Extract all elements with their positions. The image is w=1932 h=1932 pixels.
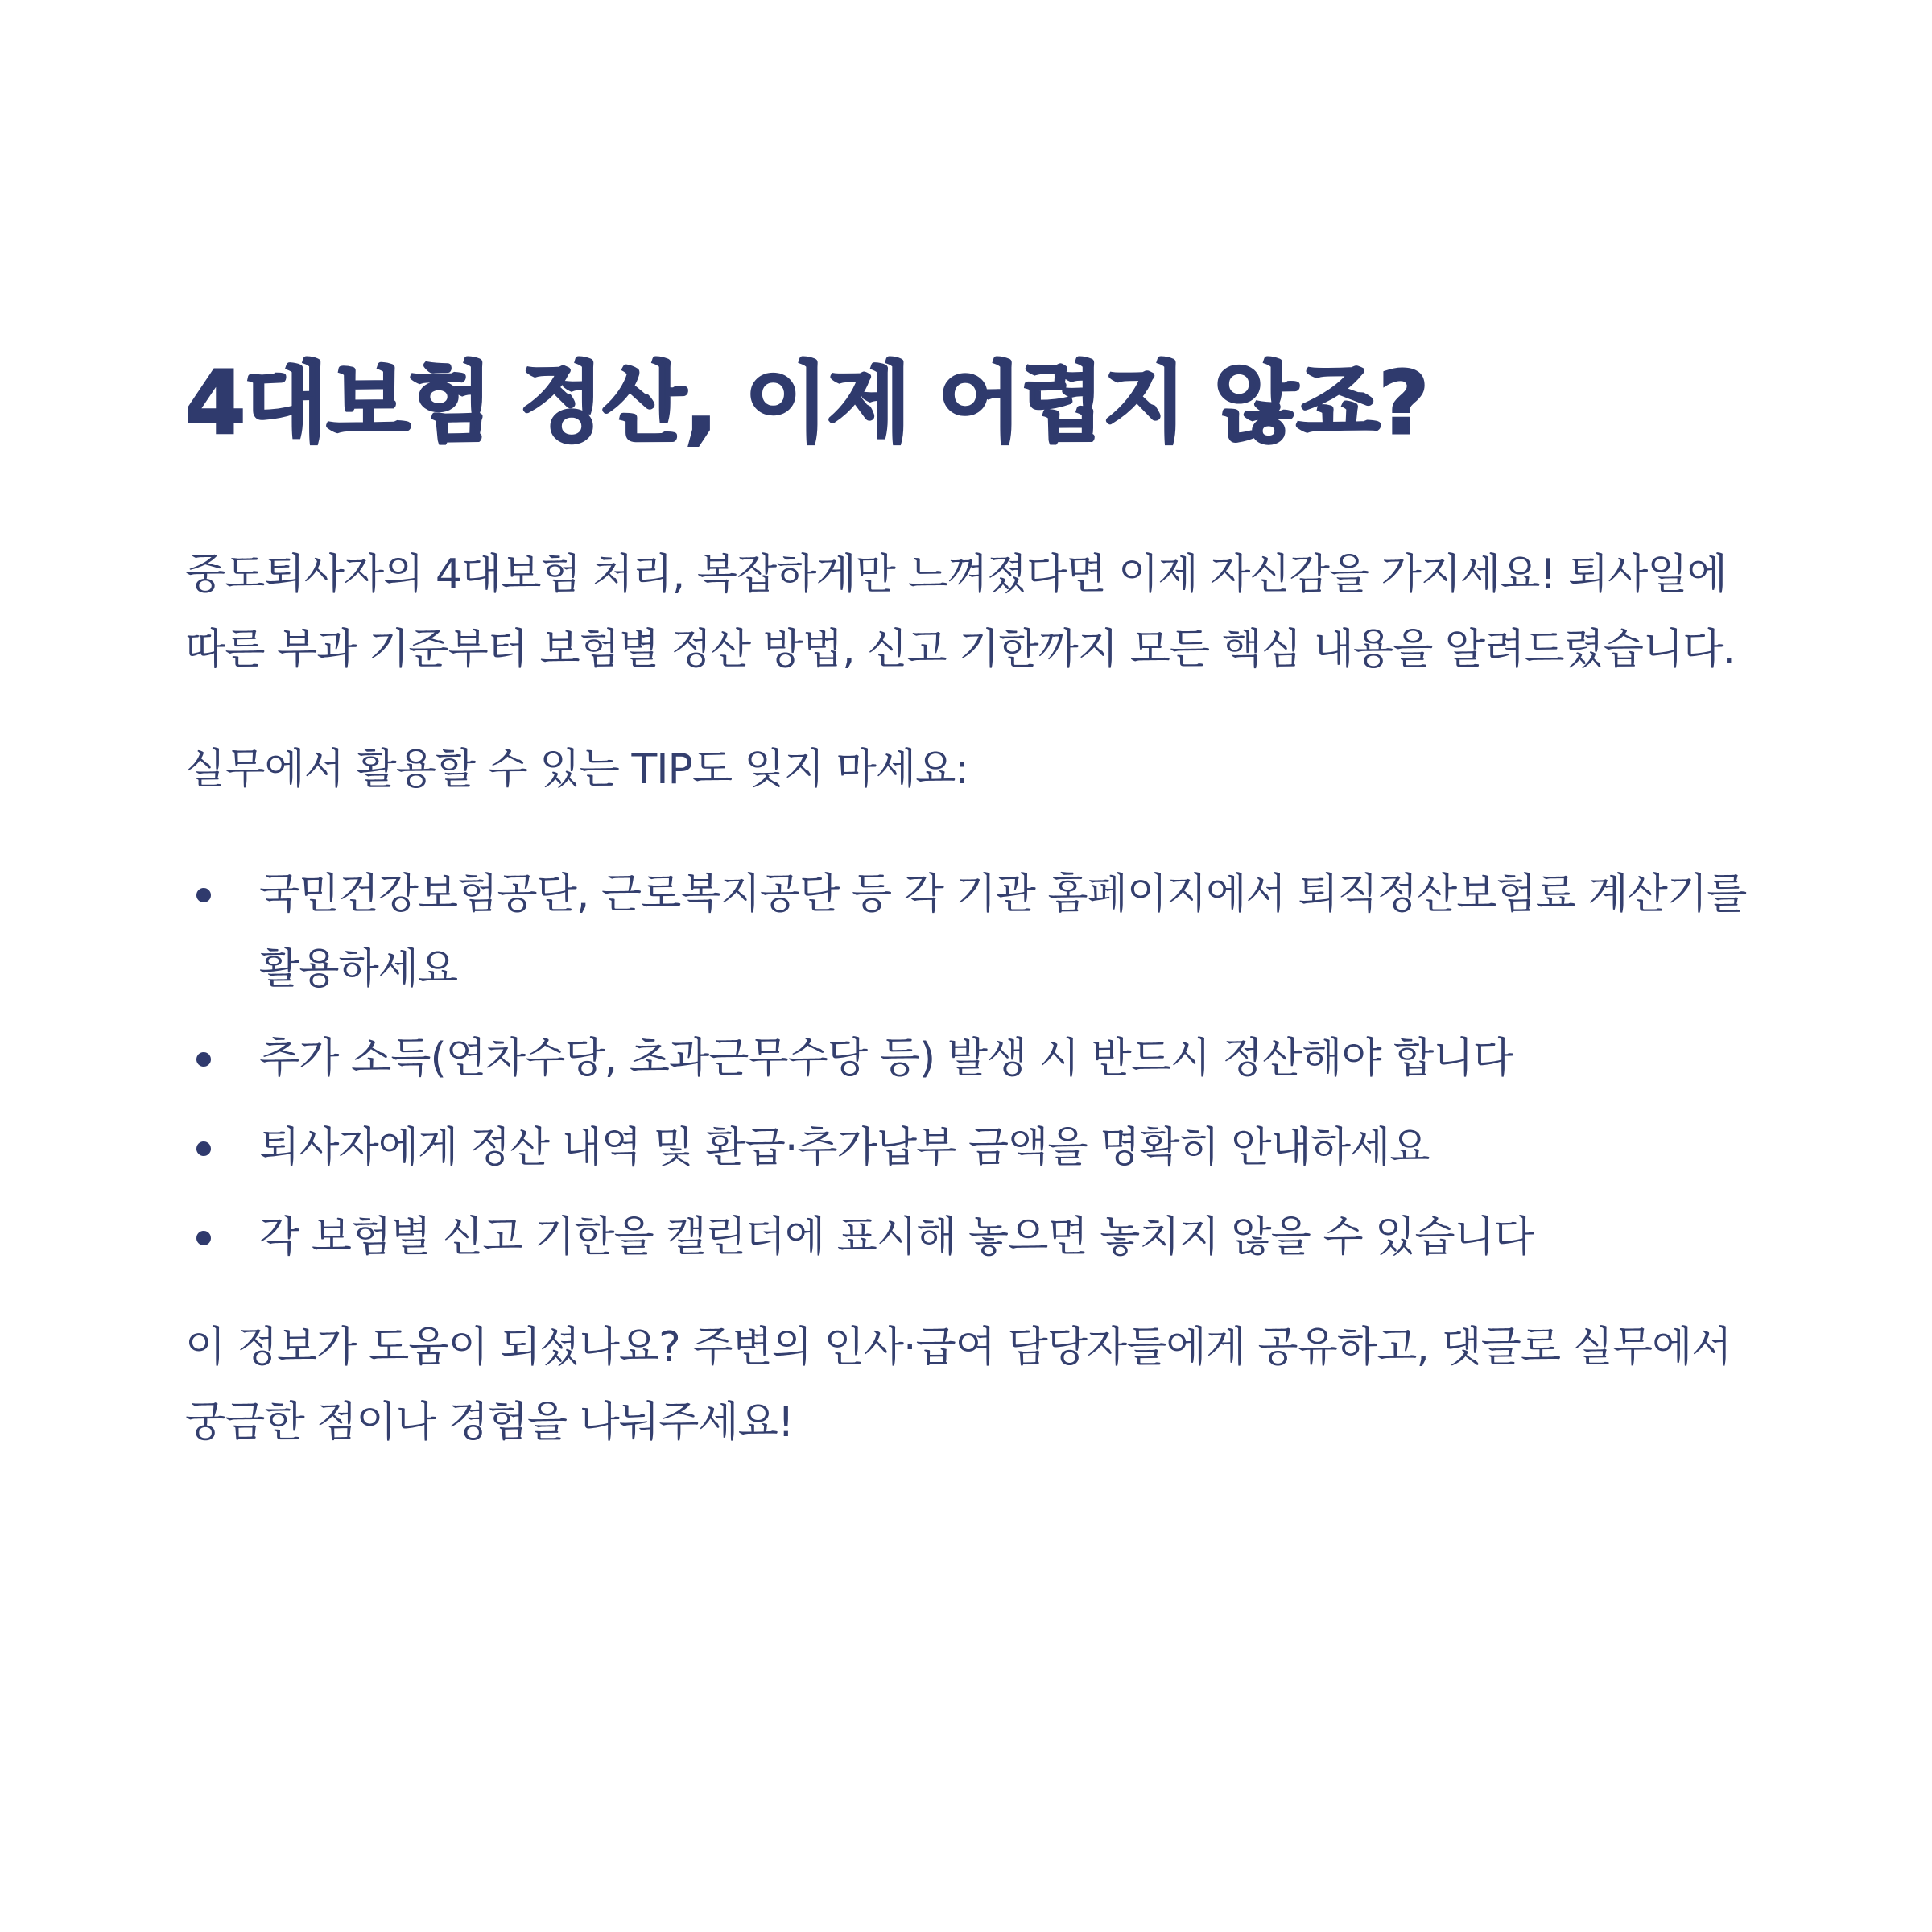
page-title: 4대보험 정산, 이제 어렵지 않죠? [185,353,1428,454]
list-item [185,1200,1763,1275]
bullet-icon [196,1052,211,1067]
tip-text: 국민건강보험공단, 근로복지공단 등 각 기관 홈페이지에서 퇴직정산보험료 계산기를 활용하세요 [259,870,1747,994]
bullet-icon [196,1141,211,1156]
tip-lead-text: 실무에서 활용할 수 있는 TIP도 잊지 마세요: [185,745,968,795]
list-item [185,1022,1763,1096]
bullet-icon [196,1231,211,1245]
tip-text: 각 보험별 신고 기한을 캘린더에 표시해 놓으면 놓치지 않을 수 있습니다 [259,1213,1534,1262]
closing-paragraph: 이 정보가 도움이 되셨나요? 주변의 인사·급여 담당자들에게 공유하고, 댓글로 실무에서 궁금한 점이나 경험을 나눠주세요! [185,1323,1732,1447]
content-block [185,354,1763,1460]
bullet-icon [196,888,211,902]
tip-text: 추가 소득(연차수당, 초과근무수당 등) 발생 시 반드시 정산해야 합니다 [259,1034,1513,1084]
intro-paragraph: 중도퇴사자의 4대보험 처리, 복잡하게만 느껴졌다면 이제 자신감을 가지세요! 퇴사일에 따른 부과 기준부터 보험별 정산 방법, 신고 기한까지 모든 핵심 내용을 알려드렸습니다. [185,551,1736,675]
list-item [185,857,1763,1007]
tips-list [185,857,1763,1275]
list-item [185,1111,1763,1186]
tip-text: 퇴사자에게 정산 내역 및 환급·추가납부 금액을 명확히 안내하세요 [259,1124,1430,1173]
